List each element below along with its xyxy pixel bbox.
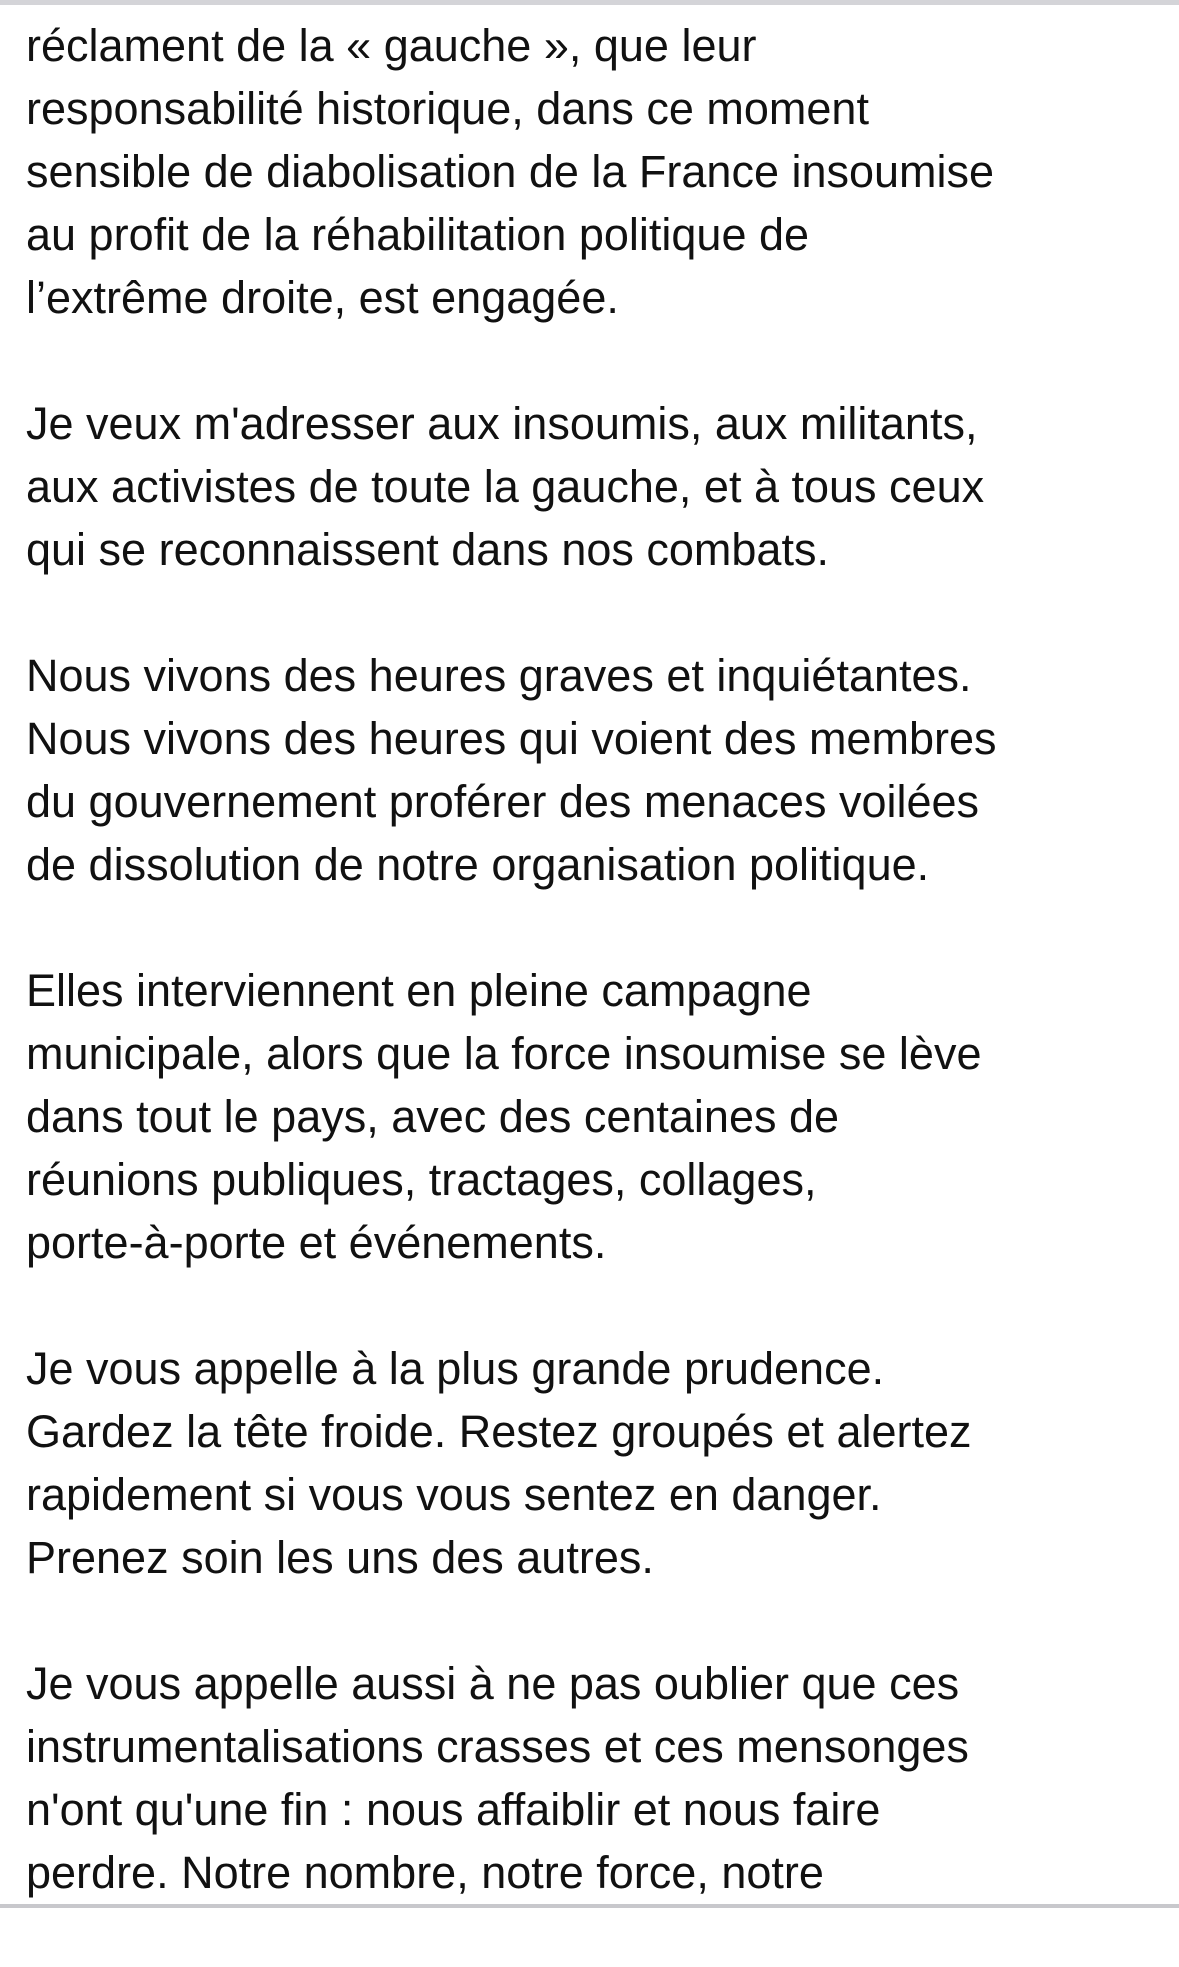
- text-line: dans tout le pays, avec des centaines de: [26, 1091, 840, 1142]
- text-line: sensible de diabolisation de la France insoumise: [26, 146, 995, 197]
- text-line: l’extrême droite, est engagée.: [26, 272, 619, 323]
- paragraph-1: [26, 14, 1146, 329]
- text-line: n'ont qu'une fin : nous affaiblir et nous faire: [26, 1784, 881, 1835]
- text-line: Je veux m'adresser aux insoumis, aux militants,: [26, 398, 978, 449]
- bottom-scroll-edge: [0, 1904, 1179, 1908]
- text-line: responsabilité historique, dans ce moment: [26, 83, 869, 134]
- text-line: Je vous appelle à la plus grande prudence.: [26, 1343, 885, 1394]
- text-line: instrumentalisations crasses et ces mensonges: [26, 1721, 969, 1772]
- text-line: réunions publiques, tractages, collages,: [26, 1154, 817, 1205]
- paragraph-5: [26, 1337, 1146, 1589]
- text-line: Prenez soin les uns des autres.: [26, 1532, 654, 1583]
- paragraph-4: [26, 959, 1146, 1274]
- text-line: porte-à-porte et événements.: [26, 1217, 607, 1268]
- article-text[interactable]: [26, 14, 1146, 1967]
- text-line: Nous vivons des heures graves et inquiétantes.: [26, 650, 972, 701]
- top-scroll-edge: [0, 0, 1179, 5]
- paragraph-6: [26, 1652, 1146, 1904]
- text-line: de dissolution de notre organisation politique.: [26, 839, 930, 890]
- text-line: Nous vivons des heures qui voient des membres: [26, 713, 997, 764]
- text-line: aux activistes de toute la gauche, et à tous ceux: [26, 461, 985, 512]
- paragraph-2: [26, 392, 1146, 581]
- text-line: rapidement si vous vous sentez en danger.: [26, 1469, 882, 1520]
- text-line: Je vous appelle aussi à ne pas oublier que ces: [26, 1658, 960, 1709]
- text-line: du gouvernement proférer des menaces voilées: [26, 776, 980, 827]
- text-line: perdre. Notre nombre, notre force, notre: [26, 1847, 824, 1898]
- text-line: municipale, alors que la force insoumise se lève: [26, 1028, 982, 1079]
- text-line: qui se reconnaissent dans nos combats.: [26, 524, 829, 575]
- text-line: Gardez la tête froide. Restez groupés et alertez: [26, 1406, 972, 1457]
- paragraph-3: [26, 644, 1146, 896]
- text-line: au profit de la réhabilitation politique de: [26, 209, 810, 260]
- text-line: réclament de la « gauche », que leur: [26, 20, 757, 71]
- text-line: Elles interviennent en pleine campagne: [26, 965, 812, 1016]
